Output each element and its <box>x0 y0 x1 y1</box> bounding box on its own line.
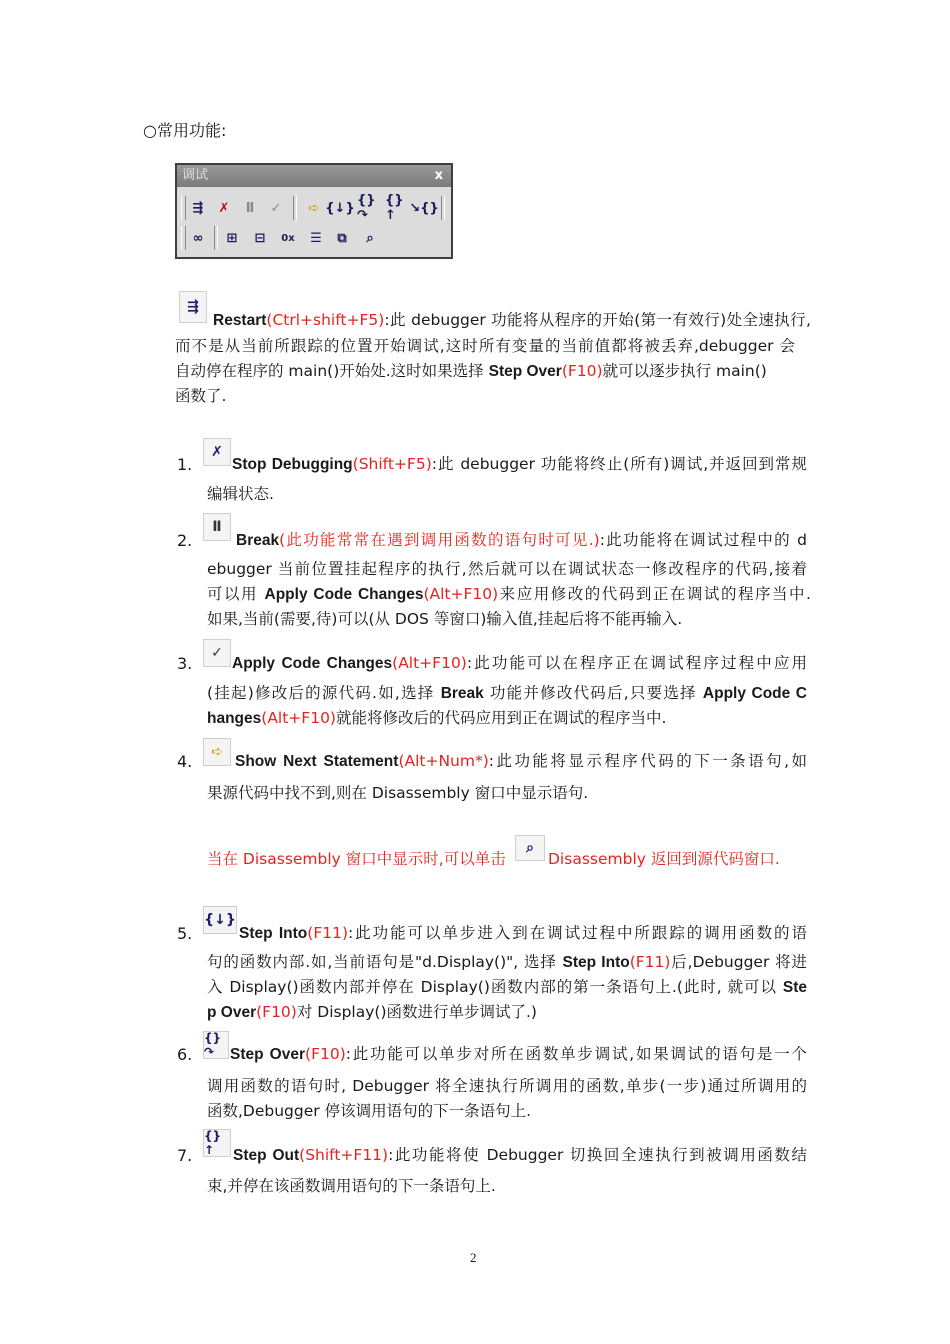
disassembly-icon[interactable]: ⌕ <box>366 230 374 246</box>
quickwatch-icon[interactable]: ∞ <box>192 230 204 246</box>
list-number: 6. <box>177 1045 193 1064</box>
debug-toolbar <box>175 163 453 259</box>
item3-line-3: hanges(Alt+F10)就能将修改后的代码应用到正在调试的程序当中. <box>207 709 667 727</box>
item2-line-2: ebugger 当前位置挂起程序的执行,然后就可以在调试状态一修改程序的代码,接着 <box>207 560 807 578</box>
item6-line-3: 函数,Debugger 停该调用语句的下一条语句上. <box>207 1102 532 1120</box>
item4-line-2: 果源代码中找不到,则在 Disassembly 窗口中显示语句. <box>207 784 589 802</box>
memory-icon[interactable]: ☰ <box>310 230 322 246</box>
list-number: 2. <box>177 531 193 550</box>
apply-code-changes-icon[interactable]: ✓ <box>270 200 282 216</box>
watch-window-icon[interactable]: ⊞ <box>226 230 238 246</box>
restart-line-1: Restart(Ctrl+shift+F5):此 debugger 功能将从程序的开始(第一有效行)处全速执行, <box>213 311 811 329</box>
restart-icon[interactable]: ⇶ <box>192 200 204 216</box>
toolbar-separator <box>441 196 445 220</box>
step-out-icon[interactable]: {}↑ <box>385 193 404 223</box>
item1-line-1: Stop Debugging(Shift+F5):此 debugger 功能将终止(所有)调试,并返回到常规 <box>232 455 807 473</box>
variables-window-icon[interactable]: ⊟ <box>254 230 266 246</box>
call-stack-icon[interactable]: ⧉ <box>337 230 347 246</box>
stop-debugging-icon[interactable]: ✗ <box>218 200 230 216</box>
step-over-icon[interactable]: {}↷ <box>357 193 376 223</box>
restart-line-4: 函数了. <box>175 387 227 405</box>
toolbar-separator <box>293 196 297 220</box>
item5-line-2: 句的函数内部.如,当前语句是"d.Display()", 选择 Step Into(F11)后,Debugger 将进 <box>207 953 807 971</box>
item2-line-4: 如果,当前(需要,待)可以(从 DOS 等窗口)输入值,挂起后将不能再输入. <box>207 610 683 628</box>
list-number: 7. <box>177 1146 193 1165</box>
page-number: 2 <box>470 1250 477 1265</box>
item7-line-2: 束,并停在该函数调用语句的下一条语句上. <box>207 1177 496 1195</box>
list-number: 1. <box>177 455 193 474</box>
toolbar-row-2 <box>181 223 449 253</box>
show-next-statement-icon[interactable]: ➪ <box>308 200 320 216</box>
disassembly-note-a: 当在 Disassembly 窗口中显示时,可以单击 <box>207 850 506 868</box>
item3-line-2: (挂起)修改后的源代码.如,选择 Break 功能并修改代码后,只要选择 Apply Code C <box>207 684 807 702</box>
restart-line-2: 而不是从当前所跟踪的位置开始调试,这时所有变量的当前值都将被丢弃,debugger 会 <box>175 337 795 355</box>
toolbar-titlebar <box>177 165 451 187</box>
run-to-cursor-icon[interactable]: ↘{} <box>409 200 439 216</box>
item5-line-4: p Over(F10)对 Display()函数进行单步调试了.) <box>207 1003 537 1021</box>
show-next-statement-icon: ➪ <box>203 738 231 766</box>
item1-line-2: 编辑状态. <box>207 485 274 503</box>
break-icon: Ⅱ <box>203 513 231 541</box>
restart-icon: ⇶ <box>179 291 207 323</box>
break-icon[interactable]: Ⅱ <box>245 200 255 216</box>
list-number: 5. <box>177 924 193 943</box>
toolbar-title: 调试 <box>182 168 209 183</box>
item5-line-3: 入 Display()函数内部并停在 Display()函数内部的第一条语句上.(此时, 就可以 Ste <box>207 978 807 996</box>
stop-debugging-icon: ✗ <box>203 438 231 466</box>
item6-line-2: 调用函数的语句时, Debugger 将全速执行所调用的函数,单步(一步)通过所调用的 <box>207 1077 807 1095</box>
toolbar-row-1 <box>181 193 449 223</box>
apply-code-changes-icon: ✓ <box>203 639 231 667</box>
list-number: 3. <box>177 654 193 673</box>
close-icon[interactable]: x <box>434 168 443 183</box>
item2-line-3: 可以用 Apply Code Changes(Alt+F10)来应用修改的代码到正在调试的程序当中. <box>207 585 811 603</box>
item4-line-1: Show Next Statement(Alt+Num*):此功能将显示程序代码的下一条语句,如 <box>235 752 807 770</box>
step-into-icon[interactable]: {↓} <box>325 200 355 216</box>
item5-line-1: Step Into(F11):此功能可以单步进入到在调试过程中所跟踪的调用函数的语 <box>239 924 807 942</box>
disassembly-note-b: Disassembly 返回到源代码窗口. <box>548 850 780 868</box>
section-heading: ○常用功能: <box>143 121 227 140</box>
item3-line-1: Apply Code Changes(Alt+F10):此功能可以在程序正在调试程序过程中应用 <box>232 654 807 672</box>
item2-line-1: Break(此功能常常在遇到调用函数的语句时可见.):此功能将在调试过程中的 d <box>236 531 807 549</box>
disassembly-icon: ⌕ <box>515 835 545 861</box>
item7-line-1: Step Out(Shift+F11):此功能将使 Debugger 切换回全速执行到被调用函数结 <box>233 1146 807 1164</box>
toolbar-separator <box>214 226 218 250</box>
step-out-icon: {}↑ <box>203 1129 231 1157</box>
item6-line-1: Step Over(F10):此功能可以单步对所在函数单步调试,如果调试的语句是一个 <box>230 1045 807 1063</box>
registers-icon[interactable]: 0x <box>281 232 295 244</box>
toolbar-grip <box>181 226 186 250</box>
list-number: 4. <box>177 752 193 771</box>
toolbar-grip <box>181 196 186 220</box>
step-over-icon: {}↷ <box>203 1031 229 1059</box>
step-into-icon: {↓} <box>203 906 237 934</box>
restart-line-3: 自动停在程序的 main()开始处.这时如果选择 Step Over(F10)就可以逐步执行 main() <box>175 362 767 380</box>
